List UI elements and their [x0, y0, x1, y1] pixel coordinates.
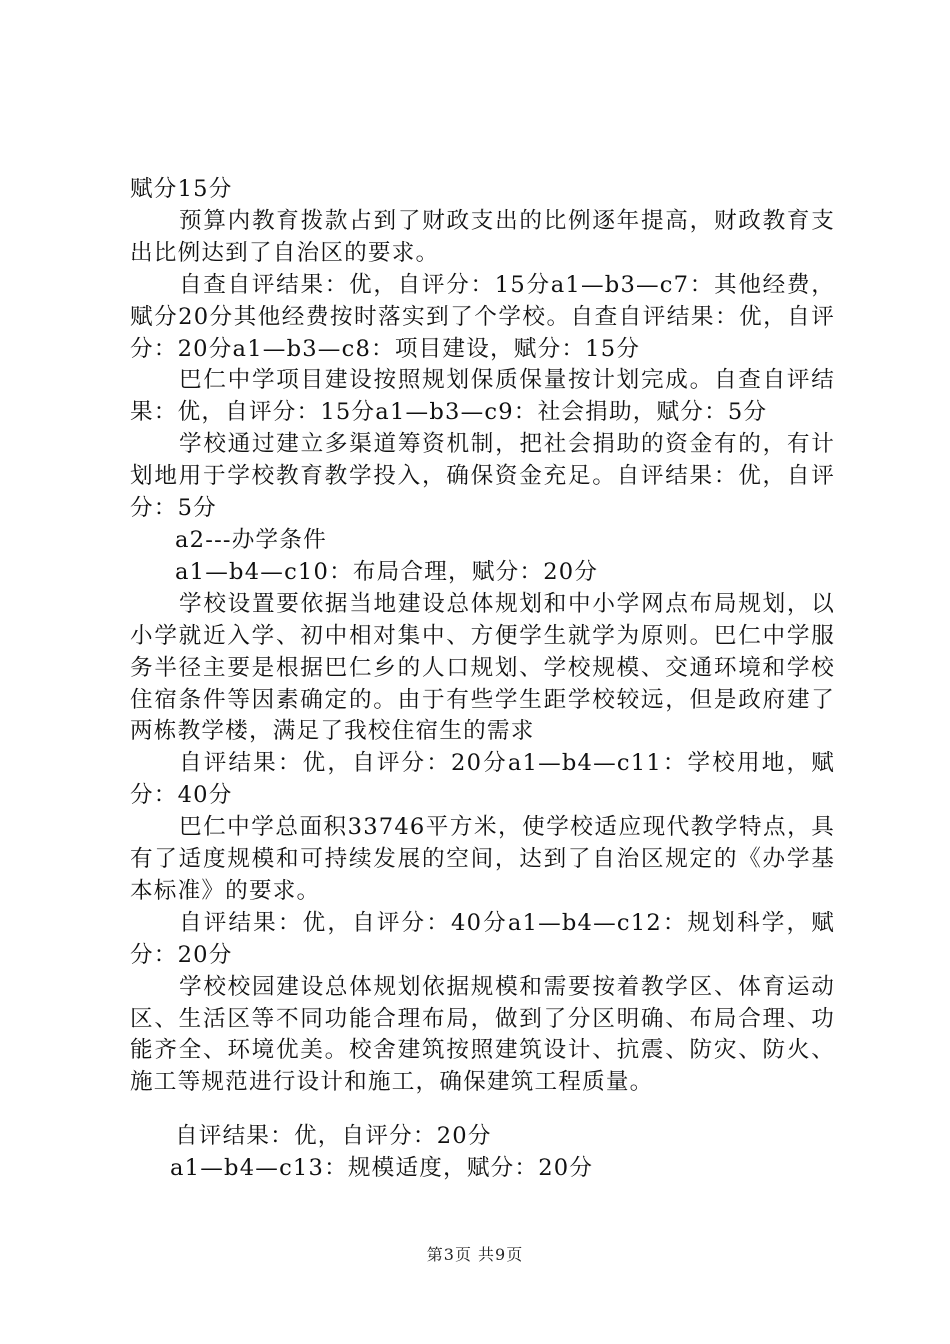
paragraph-3: 自查自评结果：优，自评分：15分a1—b3—c7：其他经费，赋分20分其他经费按时落实到了个学校。自查自评结果：优，自评分：20分a1—b3—c8：项目建设，赋分：15分 [130, 271, 835, 362]
document-body [130, 174, 835, 1185]
paragraph-6: 学校设置要依据当地建设总体规划和中小学网点布局规划，以小学就近入学、初中相对集中、方便学生就学为原则。巴仁中学服务半径主要是根据巴仁乡的人口规划、学校规模、交通环境和学校住宿条件等因素确定的。由于有些学生距学校较远，但是政府建了两栋教学楼，满足了我校住宿生的需求 [130, 590, 835, 745]
paragraph-11: 自评结果：优，自评分：20分 [175, 1123, 492, 1150]
paragraph-1: 赋分15分 [130, 176, 233, 202]
paragraph-2: 预算内教育拨款占到了财政支出的比例逐年提高，财政教育支出比例达到了自治区的要求。 [130, 207, 835, 266]
paragraph-7: 自评结果：优，自评分：20分a1—b4—c11：学校用地，赋分：40分 [130, 750, 835, 809]
paragraph-8: 巴仁中学总面积33746平方米，使学校适应现代教学特点，具有了适度规模和可持续发展的空间，达到了自治区规定的《办学基本标准》的要求。 [130, 814, 835, 904]
paragraph-c13: a1—b4—c13：规模适度，赋分：20分 [170, 1155, 594, 1182]
paragraph-c10: a1—b4—c10：布局合理，赋分：20分 [175, 558, 599, 585]
paragraph-9: 自评结果：优，自评分：40分a1—b4—c12：规划科学，赋分：20分 [130, 909, 835, 968]
paragraph-10: 学校校园建设总体规划依据规模和需要按着教学区、体育运动区、生活区等不同功能合理布局，做到了分区明确、布局合理、功能齐全、环境优美。校舍建筑按照建筑设计、抗震、防灾、防火、施工等规范进行设计和施工，确保建筑工程质量。 [130, 973, 835, 1096]
paragraph-5: 学校通过建立多渠道筹资机制，把社会捐助的资金有的，有计划地用于学校教育教学投入，确保资金充足。自评结果：优，自评分：5分 [130, 431, 835, 522]
page-number-footer: 第3页 共9页 [426, 1245, 524, 1264]
section-heading-a2: a2---办学条件 [175, 526, 327, 553]
paragraph-4: 巴仁中学项目建设按照规划保质保量按计划完成。自查自评结果：优，自评分：15分a1—b3—c9：社会捐助，赋分：5分 [130, 367, 835, 426]
